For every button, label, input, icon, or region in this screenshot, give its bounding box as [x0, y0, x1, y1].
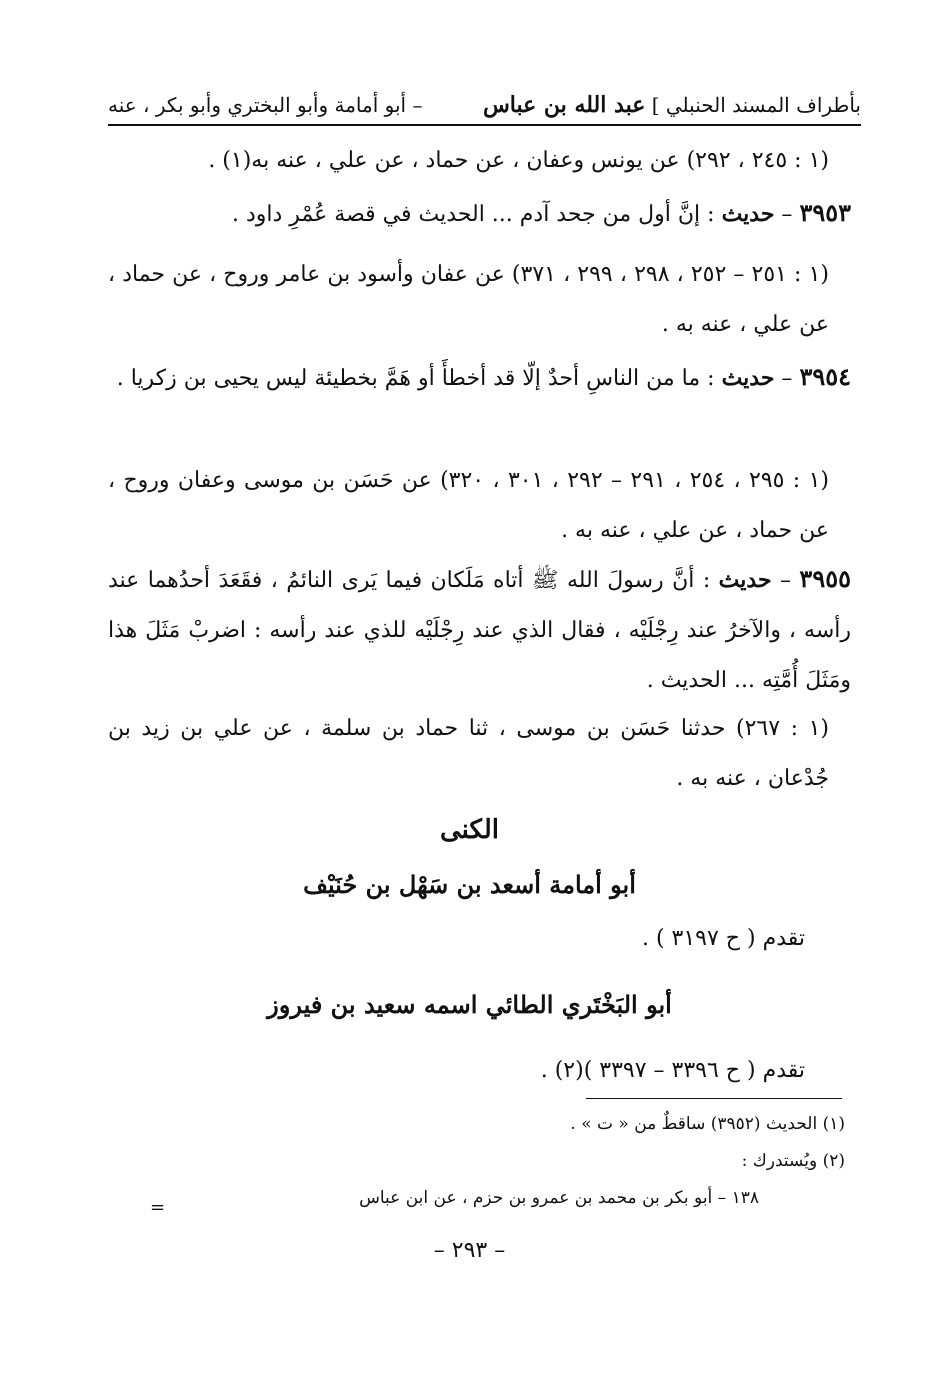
header-left-part: بأطراف المسند الحنبلي ] عبد الله بن عباس — [482, 91, 861, 118]
hadith-3953: ٣٩٥٣ – حديث : إنَّ أول من جحد آدم ... الحديث في قصة عُمْرِ داود . — [232, 198, 851, 227]
source-paragraph: (١ : ٢٥١ – ٢٥٢ ، ٢٩٨ ، ٢٩٩ ، ٣٧١) عن عفان وأسود بن عامر وروح ، عن حماد ، عن علي ، عنه به . — [108, 262, 829, 337]
section-title: الكنى — [439, 815, 500, 845]
subsection-note: تقدم ( ح ٣٣٩٦ – ٣٣٩٧ )(٢) . — [540, 1058, 805, 1083]
hadith-number: ٣٩٥٤ — [799, 362, 851, 391]
hadith-number: ٣٩٥٣ — [799, 198, 851, 227]
footnote-2: (٢) ويُستدرك : — [741, 1151, 845, 1171]
hadith-3954: ٣٩٥٤ – حديث : ما من الناسِ أحدٌ إلّا قد أخطأَ أو هَمَّ بخطيئة ليس يحيى بن زكريا . — [116, 362, 851, 391]
source-paragraph: (١ : ٢٦٧) حدثنا حَسَن بن موسى ، ثنا حماد بن سلمة ، عن علي بن زيد بن جُدْعان ، عنه به . — [108, 716, 829, 791]
hadith-keyword: حديث — [721, 201, 775, 227]
hadith-keyword: حديث — [718, 567, 772, 593]
footnote-rule — [586, 1098, 842, 1099]
header-rule — [108, 124, 861, 126]
hadith-number: ٣٩٥٥ — [799, 564, 851, 593]
hadith-3955: ٣٩٥٥ – حديث : أنَّ رسولَ الله ﷺ أتاه مَلَكان فيما يَرى النائمُ ، فقَعَدَ أحدُهما عند رأسه ، والآخرُ عند رِجْلَيْه ، فقال الذي عند رِجْلَيْه للذي عند رأسه : اضربْ مَثَلَ هذا ومَثَلَ أُمَّتِه ... الحديث . — [108, 564, 851, 693]
footnote-2-text: ١٣٨ – أبو بكر بن محمد بن عمرو بن حزم ، عن ابن عباس — [359, 1188, 759, 1208]
page-number: – ٢٩٣ – — [433, 1238, 506, 1263]
footnote-1: (١) الحديث (٣٩٥٢) ساقطٌ من « ت » . — [570, 1114, 845, 1134]
source-paragraph: (١ : ٢٩٥ ، ٢٥٤ ، ٢٩١ – ٢٩٢ ، ٣٠١ ، ٣٢٠) عن حَسَن بن موسى وعفان وروح ، عن حماد ، عن علي ، عنه به . — [108, 468, 829, 543]
source-paragraph: (١ : ٢٤٥ ، ٢٩٢) عن يونس وعفان ، عن حماد ، عن علي ، عنه به(١) . — [208, 148, 829, 173]
header-title: عبد الله بن عباس — [482, 91, 646, 118]
subsection-title: أبو البَخْتَري الطائي اسمه سعيد بن فيروز — [267, 990, 672, 1019]
subsection-note: تقدم ( ح ٣١٩٧ ) . — [641, 926, 805, 951]
hadith-keyword: حديث — [721, 365, 775, 391]
running-header — [108, 88, 861, 122]
subsection-title: أبو أمامة أسعد بن سَهْل بن حُنَيْف — [303, 870, 636, 899]
header-rest: – أبو أمامة وأبو البختري وأبو بكر ، عنه — [108, 93, 423, 117]
continuation-mark: = — [150, 1197, 166, 1218]
